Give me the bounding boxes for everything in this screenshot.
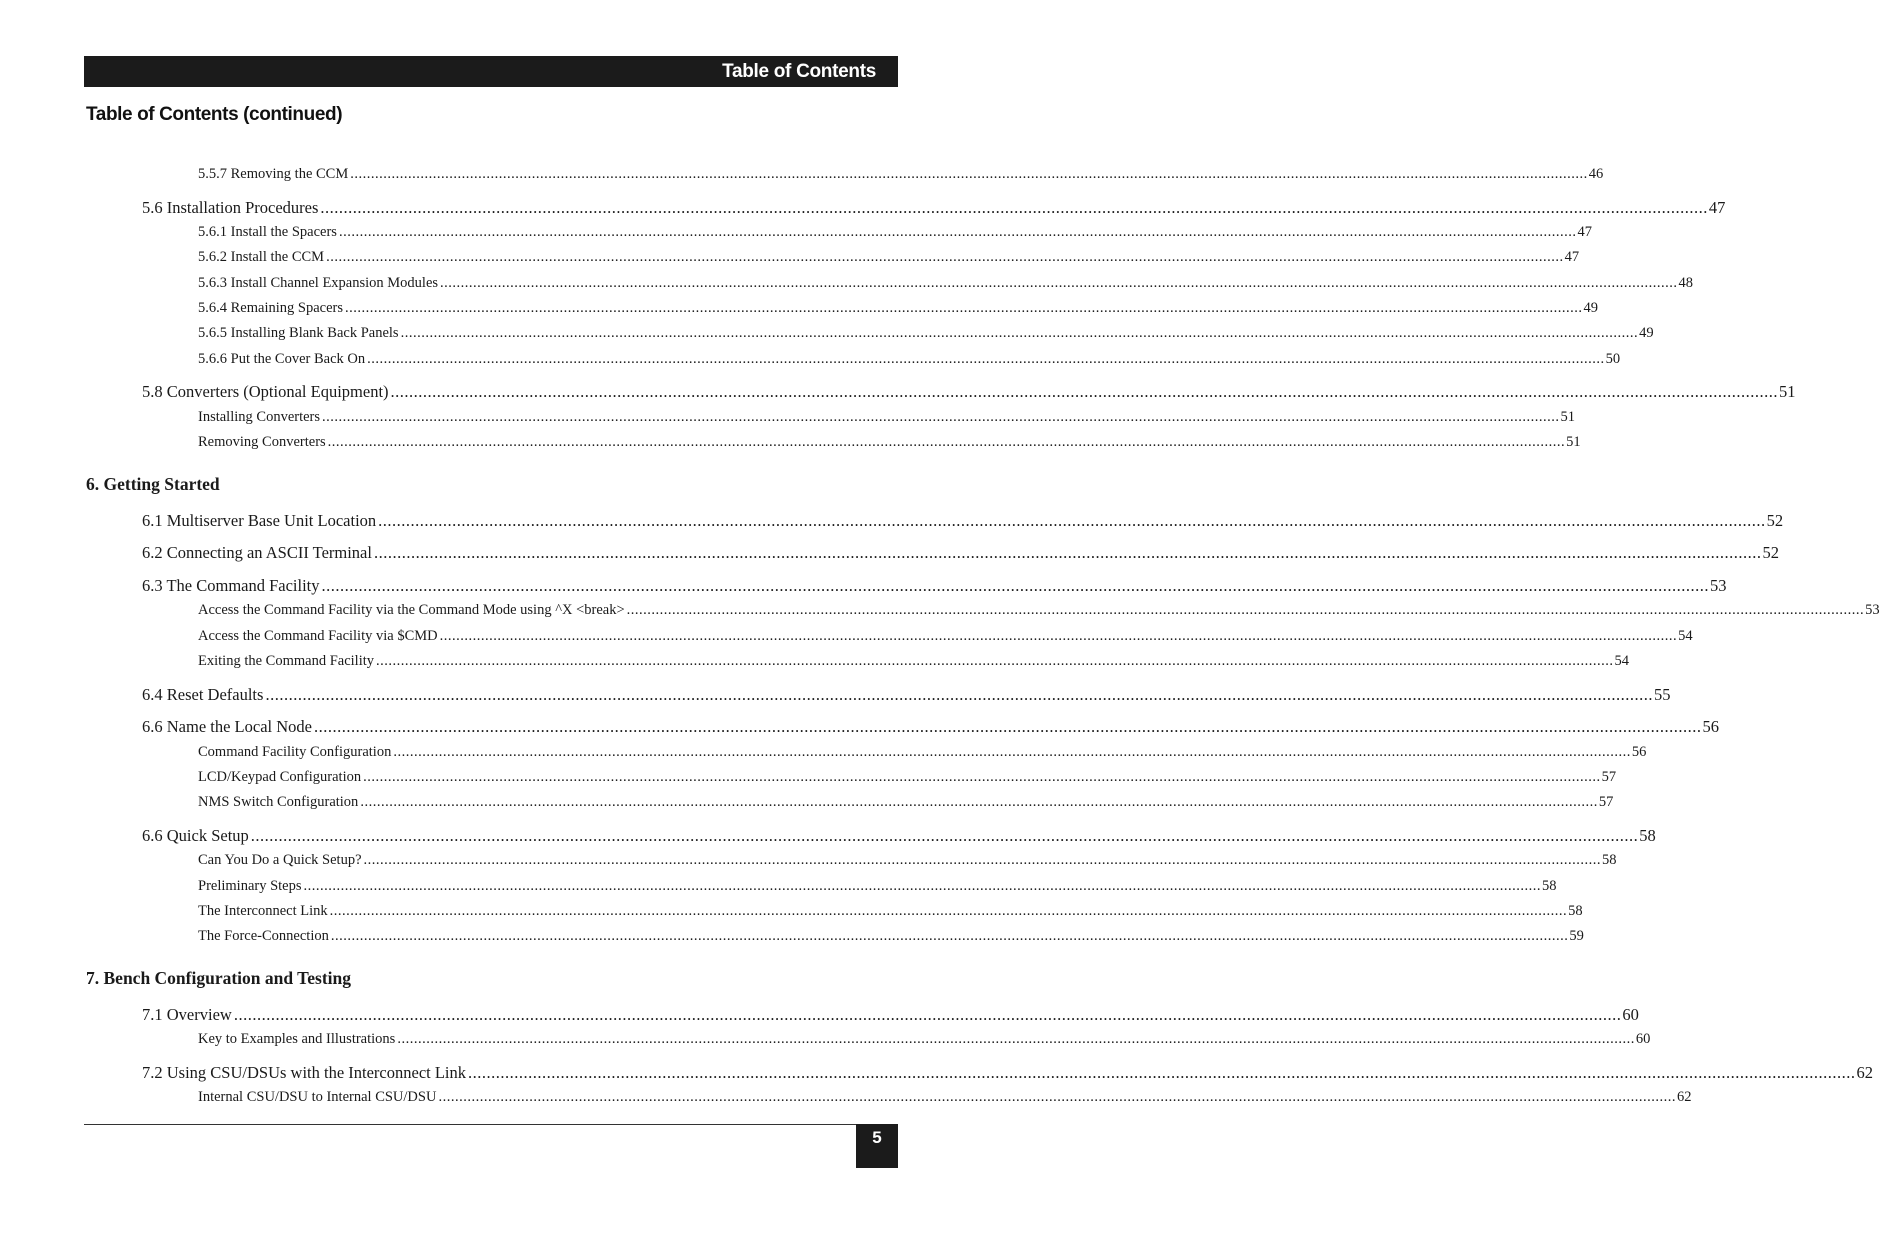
dot-leader: ............................................................................................................................................................................................................................................................................................................ — [363, 769, 1601, 785]
dot-leader: ............................................................................................................................................................................................................................................................................................................ — [326, 249, 1564, 265]
dot-leader: ............................................................................................................................................................................................................................................................................................................ — [344, 300, 1583, 316]
toc-subsection-entry[interactable] — [198, 653, 1629, 670]
toc-entry-page: 47 — [1708, 198, 1726, 217]
toc-section-entry[interactable] — [142, 717, 1719, 737]
toc-entry-page: 56 — [1702, 717, 1719, 736]
toc-subsection-entry[interactable] — [198, 903, 1583, 920]
toc-entry-title: Can You Do a Quick Setup? — [198, 852, 362, 868]
chapter-heading: 6. Getting Started — [86, 474, 220, 494]
dot-leader: ............................................................................................................................................................................................................................................................................................................ — [440, 275, 1678, 291]
toc-entry-title: 6.6 Quick Setup — [142, 826, 249, 845]
toc-entry-page: 58 — [1568, 903, 1583, 919]
dot-leader: ............................................................................................................................................................................................................................................................................................................ — [313, 717, 1702, 736]
toc-entry-title: Installing Converters — [198, 409, 321, 425]
dot-leader: ............................................................................................................................................................................................................................................................................................................ — [397, 1031, 1635, 1047]
page-number-box — [856, 1124, 898, 1168]
dot-leader: ............................................................................................................................................................................................................................................................................................................ — [350, 166, 1588, 182]
toc-entry-title: 6.2 Connecting an ASCII Terminal — [142, 543, 372, 562]
dot-leader: ............................................................................................................................................................................................................................................................................................................ — [400, 325, 1639, 341]
toc-subsection-entry[interactable] — [198, 628, 1693, 645]
dot-leader: ............................................................................................................................................................................................................................................................................................................ — [329, 903, 1568, 919]
dot-leader: ............................................................................................................................................................................................................................................................................................................ — [321, 576, 1710, 595]
toc-entry-page: 49 — [1583, 300, 1598, 316]
toc-entry-page: 62 — [1676, 1089, 1692, 1105]
toc-subsection-entry[interactable] — [198, 878, 1557, 895]
toc-subsection-entry[interactable] — [198, 434, 1581, 451]
dot-leader: ............................................................................................................................................................................................................................................................................................................ — [393, 744, 1631, 760]
toc-entry-page: 60 — [1622, 1005, 1639, 1024]
toc-subsection-entry[interactable] — [198, 351, 1621, 368]
toc-entry-title: NMS Switch Configuration — [198, 794, 359, 810]
toc-entry-title: Access the Command Facility via $CMD — [198, 628, 438, 644]
dot-leader: ............................................................................................................................................................................................................................................................................................................ — [376, 653, 1614, 669]
toc-entry-title: 6.4 Reset Defaults — [142, 685, 264, 704]
toc-section-entry[interactable] — [142, 198, 1726, 218]
toc-section-entry[interactable] — [142, 826, 1656, 846]
dot-leader: ............................................................................................................................................................................................................................................................................................................ — [303, 878, 1542, 894]
toc-entry-page: 58 — [1602, 852, 1617, 868]
toc-entry-title: Access the Command Facility via the Command Mode using ^X <break> — [198, 602, 625, 618]
toc-entry-title: Removing Converters — [198, 434, 326, 450]
toc-entry-title: 5.6.6 Put the Cover Back On — [198, 351, 366, 367]
toc-entry-page: 51 — [1779, 382, 1796, 401]
toc-section-entry[interactable] — [142, 685, 1671, 705]
toc-entry-page: 54 — [1678, 628, 1693, 644]
dot-leader: ............................................................................................................................................................................................................................................................................................................ — [322, 409, 1560, 425]
dot-leader: ............................................................................................................................................................................................................................................................................................................ — [373, 543, 1762, 562]
dot-leader: ............................................................................................................................................................................................................................................................................................................ — [360, 794, 1598, 810]
toc-entry-title: Internal CSU/DSU to Internal CSU/DSU — [198, 1089, 437, 1105]
toc-entry-title: 5.6.1 Install the Spacers — [198, 224, 337, 240]
chapter-heading: 7. Bench Configuration and Testing — [86, 968, 351, 988]
page-number: 5 — [872, 1128, 882, 1147]
dot-leader: ............................................................................................................................................................................................................................................................................................................ — [468, 1063, 1856, 1082]
dot-leader: ............................................................................................................................................................................................................................................................................................................ — [250, 826, 1639, 845]
toc-entry-page: 49 — [1639, 325, 1654, 341]
toc-entry-page: 53 — [1865, 602, 1880, 618]
toc-subsection-entry[interactable] — [198, 794, 1614, 811]
toc-subsection-entry[interactable] — [198, 300, 1598, 317]
toc-entry-page: 59 — [1569, 928, 1584, 944]
toc-entry-title: 6.6 Name the Local Node — [142, 717, 312, 736]
toc-subsection-entry[interactable] — [198, 325, 1654, 342]
toc-entry-page: 48 — [1678, 275, 1694, 291]
toc-section-entry[interactable] — [142, 511, 1784, 531]
toc-entry-page: 51 — [1560, 409, 1576, 425]
dot-leader: ............................................................................................................................................................................................................................................................................................................ — [233, 1005, 1622, 1024]
toc-entry-page: 62 — [1856, 1063, 1874, 1082]
toc-section-entry[interactable] — [142, 1005, 1639, 1025]
toc-entry-page: 51 — [1566, 434, 1581, 450]
toc-entry-page: 52 — [1766, 511, 1784, 530]
toc-entry-page: 47 — [1577, 224, 1592, 240]
toc-entry-title: Preliminary Steps — [198, 878, 302, 894]
dot-leader: ............................................................................................................................................................................................................................................................................................................ — [378, 511, 1766, 530]
toc-entry-title: Command Facility Configuration — [198, 744, 392, 760]
toc-subsection-entry[interactable] — [198, 224, 1592, 241]
page-heading: Table of Contents (continued) — [86, 104, 343, 125]
toc-entry-page: 57 — [1598, 794, 1614, 810]
dot-leader: ............................................................................................................................................................................................................................................................................................................ — [363, 852, 1602, 868]
toc-entry-title: 6.3 The Command Facility — [142, 576, 320, 595]
footer-rule — [84, 1124, 856, 1125]
toc-entry-page: 60 — [1635, 1031, 1651, 1047]
toc-entry-page: 50 — [1605, 351, 1621, 367]
toc-subsection-entry[interactable] — [198, 852, 1617, 869]
toc-entry-title: LCD/Keypad Configuration — [198, 769, 362, 785]
dot-leader: ............................................................................................................................................................................................................................................................................................................ — [626, 602, 1865, 618]
dot-leader: ............................................................................................................................................................................................................................................................................................................ — [265, 685, 1653, 704]
toc-subsection-entry[interactable] — [198, 275, 1694, 292]
toc-entry-page: 46 — [1588, 166, 1604, 182]
toc-entry-title: Key to Examples and Illustrations — [198, 1031, 396, 1047]
toc-subsection-entry[interactable] — [198, 166, 1604, 183]
dot-leader: ............................................................................................................................................................................................................................................................................................................ — [367, 351, 1605, 367]
toc-subsection-entry[interactable] — [198, 1031, 1651, 1048]
toc-entry-title: 5.6 Installation Procedures — [142, 198, 319, 217]
toc-subsection-entry[interactable] — [198, 249, 1580, 266]
running-header — [84, 56, 898, 87]
toc-entry-title: 5.6.3 Install Channel Expansion Modules — [198, 275, 439, 291]
toc-entry-title: Exiting the Command Facility — [198, 653, 374, 669]
toc-entry-title: 5.6.4 Remaining Spacers — [198, 300, 343, 316]
toc-entry-page: 56 — [1631, 744, 1647, 760]
toc-entry-title: 5.6.5 Installing Blank Back Panels — [198, 325, 399, 341]
toc-entry-title: 5.5.7 Removing the CCM — [198, 166, 349, 182]
toc-entry-title: 5.8 Converters (Optional Equipment) — [142, 382, 389, 401]
toc-entry-title: 6.1 Multiserver Base Unit Location — [142, 511, 377, 530]
dot-leader: ............................................................................................................................................................................................................................................................................................................ — [438, 1089, 1676, 1105]
toc-entry-page: 58 — [1542, 878, 1557, 894]
running-header-title: Table of Contents — [722, 60, 876, 82]
toc-subsection-entry[interactable] — [198, 602, 1880, 619]
toc-section-entry[interactable] — [142, 382, 1796, 402]
toc-entry-page: 54 — [1614, 653, 1629, 669]
toc-subsection-entry[interactable] — [198, 1089, 1692, 1106]
toc-entry-page: 53 — [1710, 576, 1727, 595]
toc-subsection-entry[interactable] — [198, 409, 1576, 426]
toc-entry-page: 57 — [1601, 769, 1617, 785]
toc-section-entry[interactable] — [142, 576, 1727, 596]
toc-subsection-entry[interactable] — [198, 769, 1617, 786]
toc-entry-page: 47 — [1564, 249, 1580, 265]
dot-leader: ............................................................................................................................................................................................................................................................................................................ — [327, 434, 1566, 450]
toc-subsection-entry[interactable] — [198, 928, 1584, 945]
toc-entry-page: 58 — [1639, 826, 1656, 845]
toc-entry-title: 5.6.2 Install the CCM — [198, 249, 325, 265]
toc-entry-title: 7.1 Overview — [142, 1005, 232, 1024]
toc-section-entry[interactable] — [142, 543, 1779, 563]
dot-leader: ............................................................................................................................................................................................................................................................................................................ — [439, 628, 1678, 644]
dot-leader: ............................................................................................................................................................................................................................................................................................................ — [330, 928, 1569, 944]
toc-entry-page: 52 — [1762, 543, 1779, 562]
dot-leader: ............................................................................................................................................................................................................................................................................................................ — [320, 198, 1708, 217]
toc-entry-title: The Force-Connection — [198, 928, 329, 944]
dot-leader: ............................................................................................................................................................................................................................................................................................................ — [338, 224, 1577, 240]
toc-entry-page: 55 — [1653, 685, 1671, 704]
dot-leader: ............................................................................................................................................................................................................................................................................................................ — [390, 382, 1779, 401]
toc-section-entry[interactable] — [142, 1063, 1874, 1083]
toc-subsection-entry[interactable] — [198, 744, 1647, 761]
toc-entry-title: The Interconnect Link — [198, 903, 328, 919]
toc-entry-title: 7.2 Using CSU/DSUs with the Interconnect Link — [142, 1063, 467, 1082]
